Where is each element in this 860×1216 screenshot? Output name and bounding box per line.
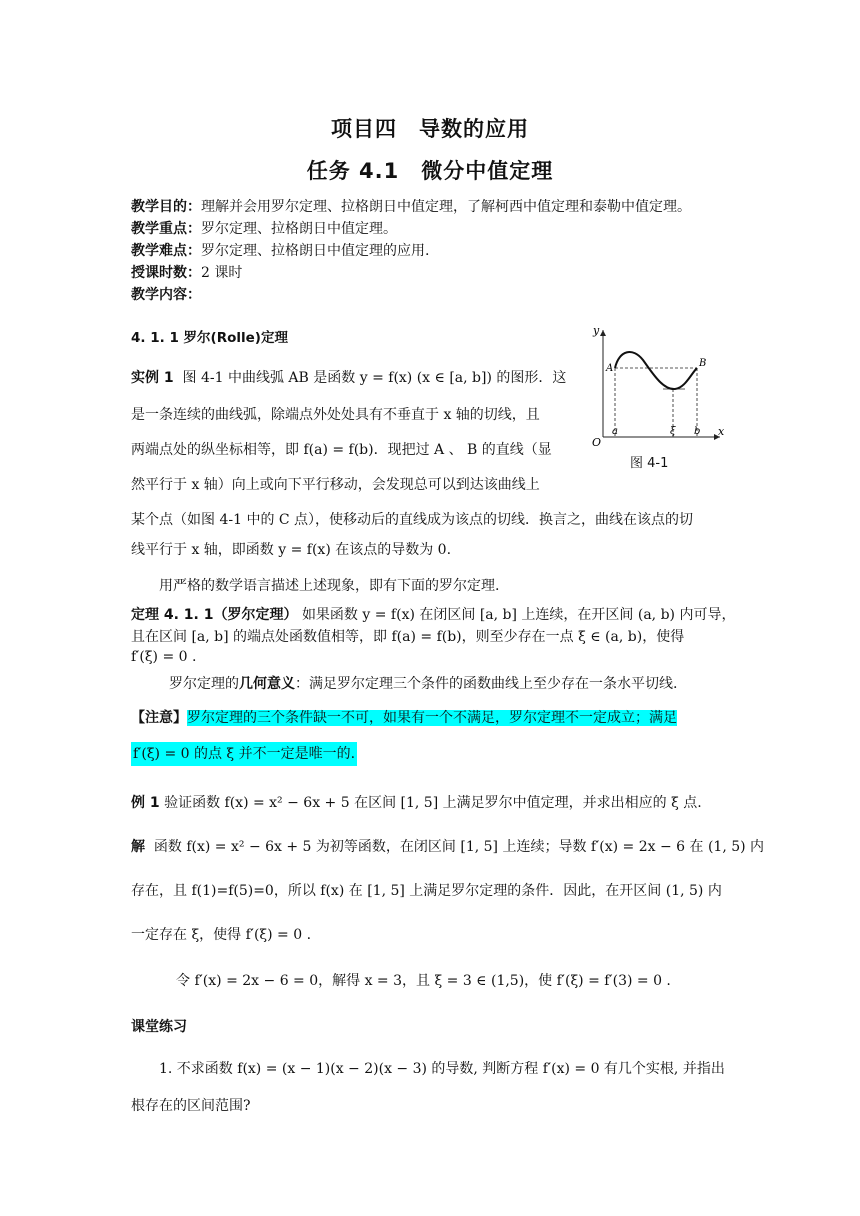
- example-intro-line-5: 某个点（如图 4-1 中的 C 点），使移动后的直线成为该点的切线．换言之，曲线在该点的切: [131, 512, 694, 528]
- note-line-1: [131, 707, 677, 727]
- example-1-label: 例 1: [131, 795, 160, 811]
- meta-label: 教学目的：: [131, 199, 201, 215]
- meta-label: 教学内容：: [131, 287, 201, 303]
- text-span: 如果函数 y = f(x) 在闭区间 [a, b] 上连续，在开区间 (a, b) 内可导，: [301, 607, 736, 623]
- curve-arc: [615, 352, 697, 389]
- meta-label: 授课时数：: [131, 265, 201, 281]
- example-intro-line-1: [131, 367, 566, 387]
- solution-label: 解: [131, 839, 145, 855]
- text-span: 图 4-1 中曲线弧 AB 是函数 y = f(x) (x ∈ [a, b]) 的图形．这: [182, 370, 567, 386]
- theorem-line-1: [131, 604, 735, 624]
- practice-heading: 课堂练习: [131, 1019, 187, 1035]
- y-axis-arrow: [600, 330, 606, 336]
- meta-value: 罗尔定理、拉格朗日中值定理。: [201, 221, 397, 237]
- label-b: b: [694, 426, 701, 437]
- practice-q1-line-2: 根存在的区间范围?: [131, 1098, 251, 1114]
- figure-4-1: [585, 322, 735, 447]
- label-origin: O: [592, 436, 602, 447]
- practice-title: [131, 1016, 187, 1036]
- note-highlight: f′(ξ) = 0 的点 ξ 并不一定是唯一的.: [131, 742, 357, 766]
- label-y: y: [593, 324, 600, 337]
- solution-line-2: 存在，且 f(1)=f(5)=0，所以 f(x) 在 [1, 5] 上满足罗尔定理的条件．因此，在开区间 (1, 5) 内: [131, 883, 722, 899]
- bold-term: 几何意义: [239, 676, 295, 692]
- example-intro-line-3: 两端点处的纵坐标相等，即 f(a) = f(b)．现把过 A 、 B 的直线（显: [131, 442, 552, 458]
- example-intro-line-6: 线平行于 x 轴，即函数 y = f(x) 在该点的导数为 0.: [131, 542, 452, 558]
- project-title: 项目四 导数的应用: [331, 117, 529, 141]
- meta-line-difficulty: [131, 240, 429, 262]
- meta-value: 2 课时: [201, 265, 243, 281]
- note-highlight: 罗尔定理的三个条件缺一不可，如果有一个不满足，罗尔定理不一定成立；满足: [187, 710, 677, 726]
- task-title: 任务 4.1 微分中值定理: [306, 159, 554, 183]
- lead-in: 用严格的数学语言描述上述现象，即有下面的罗尔定理.: [159, 578, 500, 594]
- theorem-line-3: f′(ξ) = 0 .: [131, 649, 197, 665]
- solution-line-1: [131, 836, 764, 856]
- meta-line-hours: [131, 262, 242, 284]
- solution-line-3: 一定存在 ξ，使得 f′(ξ) = 0 .: [131, 927, 312, 943]
- meta-label: 教学重点：: [131, 221, 201, 237]
- example-intro-line-4: 然平行于 x 轴）向上或向下平行移动，会发现总可以到达该曲线上: [131, 477, 540, 493]
- practice-q1-line-1: 1. 不求函数 f(x) = (x − 1)(x − 2)(x − 3) 的导数, 判断方程 f′(x) = 0 有几个实根, 并指出: [159, 1061, 725, 1077]
- label-B: B: [699, 358, 707, 369]
- figure-caption: 图 4-1: [630, 456, 669, 471]
- meta-line-content: [131, 284, 201, 306]
- example-label: 实例 1: [131, 370, 174, 386]
- meta-value: 罗尔定理、拉格朗日中值定理的应用.: [201, 243, 430, 259]
- example-1: [131, 792, 702, 812]
- text-span: 函数 f(x) = x² − 6x + 5 为初等函数，在闭区间 [1, 5] 上连续；导数 f′(x) = 2x − 6 在 (1, 5) 内: [153, 839, 765, 855]
- label-a: a: [612, 426, 618, 437]
- text-span: 验证函数 f(x) = x² − 6x + 5 在区间 [1, 5] 上满足罗尔中值定理，并求出相应的 ξ 点.: [164, 795, 702, 811]
- example-intro-line-2: 是一条连续的曲线弧，除端点外处处具有不垂直于 x 轴的切线，且: [131, 407, 540, 423]
- solution-line-4: 令 f′(x) = 2x − 6 = 0，解得 x = 3，且 ξ = 3 ∈ (1,5)，使 f′(ξ) = f′(3) = 0 .: [176, 973, 671, 989]
- meta-label: 教学难点：: [131, 243, 201, 259]
- meta-line-focus: [131, 218, 397, 240]
- theorem-label: 定理 4. 1. 1（罗尔定理）: [131, 607, 298, 623]
- label-x: x: [718, 425, 725, 438]
- section-title: 4. 1. 1 罗尔(Rolle)定理: [131, 330, 288, 346]
- note-line-2: [131, 743, 357, 763]
- label-xi: ξ: [670, 426, 676, 437]
- text-span: 罗尔定理的: [169, 676, 239, 692]
- label-A: A: [606, 363, 614, 374]
- note-label: 【注意】: [131, 710, 187, 726]
- geometric-meaning: [169, 673, 677, 693]
- text-span: ：满足罗尔定理三个条件的函数曲线上至少存在一条水平切线.: [295, 676, 678, 692]
- meta-line-purpose: [131, 196, 691, 218]
- meta-value: 理解并会用罗尔定理、拉格朗日中值定理，了解柯西中值定理和泰勒中值定理。: [201, 199, 691, 215]
- theorem-line-2: 且在区间 [a, b] 的端点处函数值相等，即 f(a) = f(b)，则至少存在一点 ξ ∈ (a, b)，使得: [131, 629, 685, 645]
